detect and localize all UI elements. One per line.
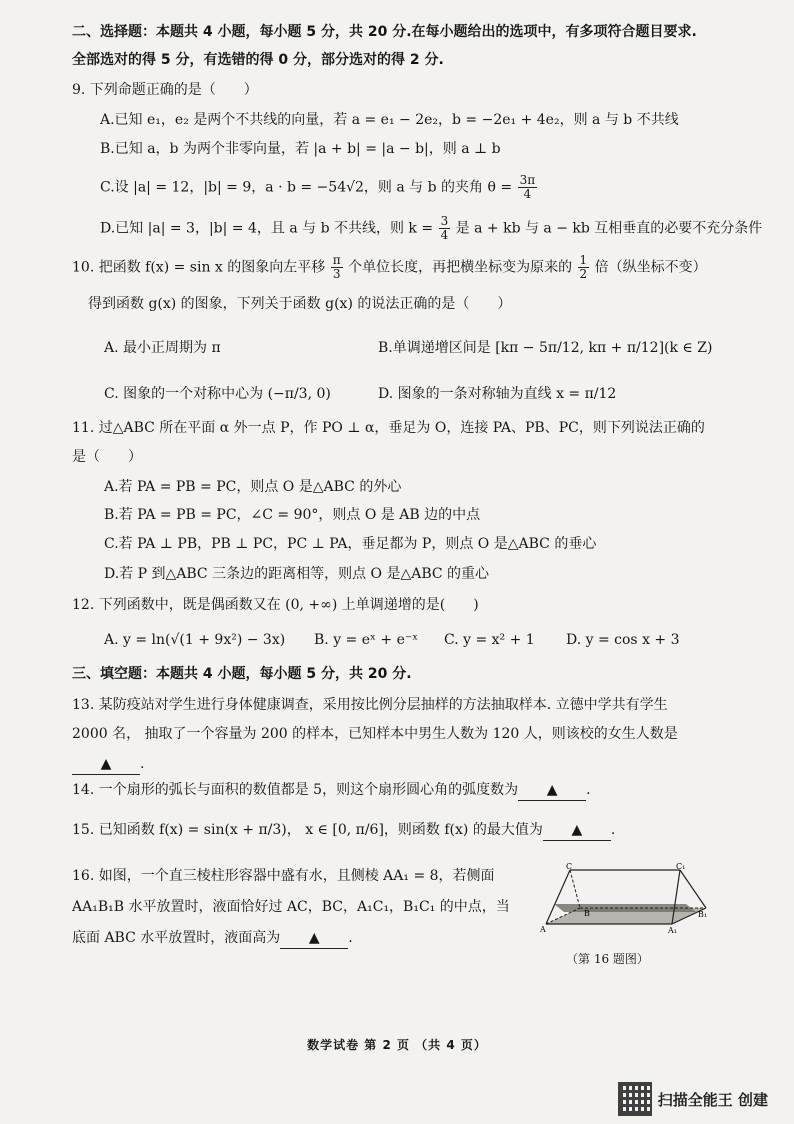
q16-line2: AA₁B₁B 水平放置时，液面恰好过 AC，BC，A₁C₁，B₁C₁ 的中点，当	[72, 899, 510, 915]
q12-option-c: C. y = x² + 1	[444, 632, 535, 648]
q16-line3: 底面 ABC 水平放置时，液面高为 ▲ .	[72, 928, 353, 949]
q11-option-a: A.若 PA = PB = PC，则点 O 是△ABC 的外心	[104, 479, 402, 495]
section2-rules: 全部选对的得 5 分，有选错的得 0 分，部分选对的得 2 分.	[72, 52, 444, 68]
fig-label-b1: B₁	[698, 910, 708, 919]
q9-option-b: B.已知 a，b 为两个非零向量，若 |a + b| = |a − b|，则 a ⊥ b	[100, 141, 501, 157]
fig-label-c1: C₁	[676, 862, 686, 871]
q9-stem: 9. 下列命题正确的是（ ）	[72, 82, 258, 98]
q11-line2: 是（ ）	[72, 449, 142, 465]
q10-option-c: C. 图象的一个对称中心为 (−π/3, 0)	[104, 386, 331, 402]
fig-label-a1: A₁	[668, 926, 677, 934]
q14: 14. 一个扇形的弧长与面积的数值都是 5，则这个扇形圆心角的弧度数为 ▲ .	[72, 780, 591, 801]
q13-answer: ▲ .	[72, 754, 144, 775]
qr-code-icon	[618, 1082, 652, 1116]
fig-label-b: B	[584, 909, 590, 918]
q15: 15. 已知函数 f(x) = sin(x + π/3)， x ∈ [0, π/6]，则函数 f(x) 的最大值为 ▲ .	[72, 820, 615, 841]
prism-figure	[540, 862, 710, 934]
scanner-watermark	[618, 1082, 768, 1116]
q11-option-d: D.若 P 到△ABC 三条边的距离相等，则点 O 是△ABC 的重心	[104, 566, 490, 582]
section3-heading: 三、填空题：本题共 4 小题，每小题 5 分，共 20 分.	[72, 666, 412, 682]
q13-answer-blank[interactable]: ▲	[72, 754, 140, 775]
q12-option-b: B. y = eˣ + e⁻ˣ	[314, 632, 419, 648]
q9-option-c	[100, 174, 538, 201]
q11-line1: 11. 过△ABC 所在平面 α 外一点 P，作 PO ⊥ α，垂足为 O，连接 PA、PB、PC，则下列说法正确的	[72, 420, 705, 436]
fig-label-c: C	[566, 862, 573, 871]
section2-heading: 二、选择题：本题共 4 小题，每小题 5 分，共 20 分.在每小题给出的选项中，有多项符合题目要求.	[72, 24, 697, 40]
page-footer: 数学试卷 第 2 页 （共 4 页）	[307, 1038, 487, 1052]
q12-option-d: D. y = cos x + 3	[566, 632, 680, 648]
q9-option-d: D.已知 |a| = 3，|b| = 4，且 a 与 b 不共线，则 k = $\frac{3}{4}$ 是 a + kb 与 a − kb 互相垂直的必要不充分条件	[100, 214, 763, 242]
q14-answer-blank[interactable]: ▲	[518, 780, 586, 801]
q10-option-d: D. 图象的一条对称轴为直线 x = π/12	[378, 386, 617, 402]
q9-option-a: A.已知 e₁，e₂ 是两个不共线的向量，若 a = e₁ − 2e₂，b = −2e₁ + 4e₂，则 a 与 b 不共线	[100, 112, 679, 128]
q12-stem: 12. 下列函数中，既是偶函数又在 (0, +∞) 上单调递增的是( )	[72, 597, 479, 613]
q13-line1: 13. 某防疫站对学生进行身体健康调查，采用按比例分层抽样的方法抽取样本. 立德中学共有学生	[72, 697, 668, 713]
fig-label-a: A	[540, 925, 546, 934]
watermark-text: 扫描全能王 创建	[657, 1090, 768, 1109]
q10-line2: 得到函数 g(x) 的图象，下列关于函数 g(x) 的说法正确的是（ ）	[88, 296, 512, 312]
q11-option-b: B.若 PA = PB = PC，∠C = 90°，则点 O 是 AB 边的中点	[104, 507, 481, 523]
q16-answer-blank[interactable]: ▲	[280, 928, 348, 949]
q16-line1: 16. 如图，一个直三棱柱形容器中盛有水，且侧棱 AA₁ = 8，若侧面	[72, 868, 495, 884]
q12-option-a: A. y = ln(√(1 + 9x²) − 3x)	[104, 632, 286, 648]
q15-answer-blank[interactable]: ▲	[543, 820, 611, 841]
q9-c-text: C.设 |a| = 12，|b| = 9，a · b = −54√2，则 a 与 b 的夹角 θ =	[100, 179, 513, 196]
q9-d-fraction: $\frac{3}{4}$	[440, 214, 449, 242]
q10-line1: 10. 把函数 f(x) = sin x 的图象向左平移 $\frac{\pi}{3}$ 个单位长度，再把横坐标变为原来的 $\frac{1}{2}$ 倍（纵坐标不变）	[72, 253, 707, 281]
q10-option-a: A. 最小正周期为 π	[104, 340, 221, 356]
figure-caption: （第 16 题图）	[566, 952, 649, 966]
q9-c-fraction: $\frac{3\pi}{4}$	[519, 173, 536, 201]
q13-line2: 2000 名， 抽取了一个容量为 200 的样本，已知样本中男生人数为 120 人，则该校的女生人数是	[72, 726, 678, 742]
q11-option-c: C.若 PA ⊥ PB，PB ⊥ PC，PC ⊥ PA，垂足都为 P，则点 O 是△ABC 的垂心	[104, 536, 597, 552]
q10-option-b: B.单调递增区间是 [kπ − 5π/12, kπ + π/12](k ∈ Z)	[378, 340, 713, 356]
